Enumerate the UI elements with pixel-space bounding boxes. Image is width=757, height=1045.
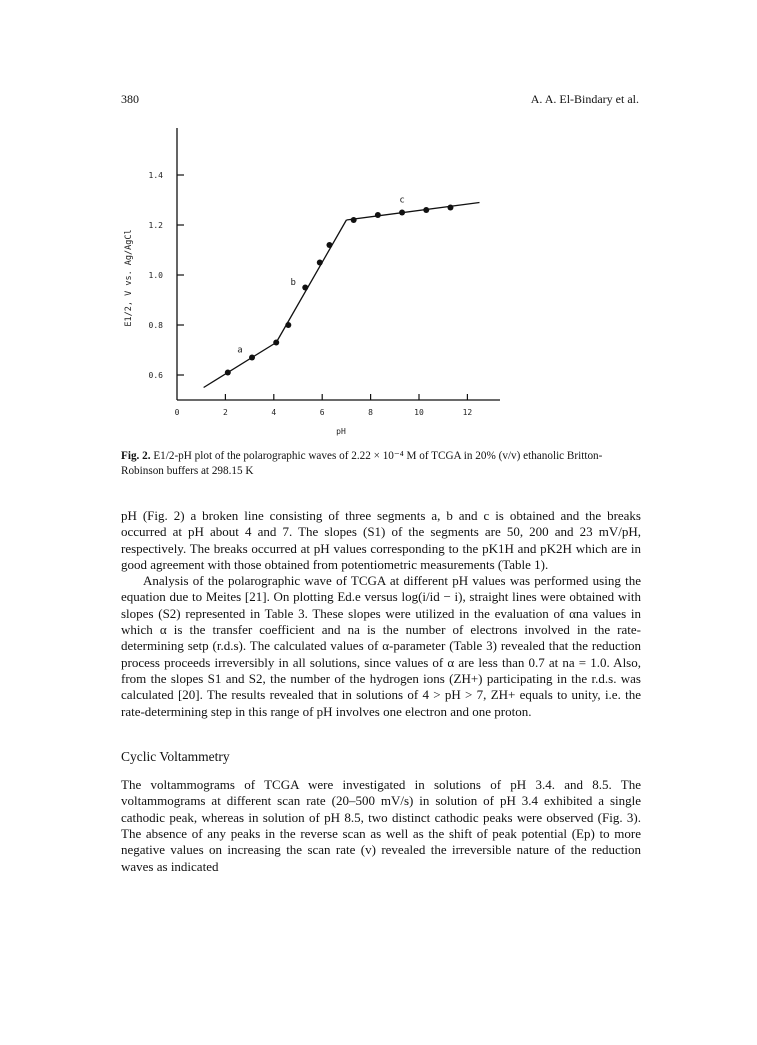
x-tick-label: 8 bbox=[368, 408, 374, 417]
data-point bbox=[302, 285, 308, 291]
x-tick-label: 2 bbox=[222, 408, 228, 417]
data-point bbox=[285, 322, 291, 328]
e-half-ph-chart bbox=[0, 0, 757, 445]
y-axis-label: E1/2, V vs. Ag/AgCl bbox=[124, 229, 134, 327]
data-point bbox=[225, 370, 231, 376]
chart-axes bbox=[149, 128, 500, 417]
paragraph-3: The voltammograms of TCGA were investigated in solutions of pH 3.4. and 8.5. The voltammograms at different scan rate (20–500 mV/s) in solution of pH 3.4 exhibited a single cathodic peak, whereas in solution of pH 8.5, two distinct cathodic peaks were observed (Fig. 3). The absence of any peaks in the reverse scan as well as the shift of peak potential (Ep) to more negative values on increasing the scan rate (v) revealed the irreversible nature of the reduction waves as indicated bbox=[121, 777, 641, 874]
y-tick-label: 1.0 bbox=[148, 271, 163, 280]
x-tick-label: 12 bbox=[462, 408, 473, 417]
y-tick-label: 1.2 bbox=[148, 221, 163, 230]
body-text bbox=[121, 508, 641, 875]
caption-label: Fig. 2. bbox=[121, 450, 151, 462]
caption-text: E1/2-pH plot of the polarographic waves of 2.22 × 10⁻⁴ M of TCGA in 20% (v/v) ethanolic Britton-Robinson buffers at 298.15 K bbox=[121, 450, 603, 477]
data-point bbox=[326, 242, 332, 248]
data-point bbox=[317, 260, 323, 266]
data-point bbox=[351, 217, 357, 223]
y-tick-label: 0.8 bbox=[148, 321, 163, 330]
data-point bbox=[273, 340, 279, 346]
chart-labels bbox=[237, 196, 405, 356]
y-tick-label: 0.6 bbox=[148, 371, 163, 380]
figure-caption bbox=[121, 449, 641, 478]
x-tick-label: 6 bbox=[319, 408, 325, 417]
data-point bbox=[249, 355, 255, 361]
data-point bbox=[399, 210, 405, 216]
paragraph-1: pH (Fig. 2) a broken line consisting of three segments a, b and c is obtained and the breaks occurred at pH about 4 and 7. The slopes (S1) of the segments are 50, 200 and 23 mV/pH, respectively. The breaks occurred at pH values corresponding to the pK1H and pK2H which are in good agreement with those obtained from potentiometric measurements (Table 1). bbox=[121, 508, 641, 572]
fit-line-c bbox=[346, 203, 479, 221]
data-point bbox=[375, 212, 381, 218]
paragraph-2: Analysis of the polarographic wave of TCGA at different pH values was performed using the equation due to Meites [21]. On plotting Ed.e versus log(i/id − i), straight lines were obtained with slopes (S2) represented in Table 3. These slopes were utilized in the evaluation of αna values in which α is the transfer coefficient and na is the number of electrons involved in the rate-determining setp (r.d.s). The calculated values of α-parameter (Table 3) revealed that the reduction process proceeds irreversibly in all solutions, since values of α are less than 0.7 at na = 1.0. Also, from the slopes S1 and S2, the number of the hydrogen ions (ZH+) participating in the r.d.s. was calculated [20]. The results revealed that in solutions of 4 > pH > 7, ZH+ equals to unity, i.e. the rate-determining step in this range of pH involves one electron and one proton. bbox=[121, 573, 641, 719]
x-tick-label: 4 bbox=[271, 408, 277, 417]
chart-fit-lines bbox=[204, 203, 480, 388]
x-tick-label: 0 bbox=[174, 408, 180, 417]
y-tick-label: 1.4 bbox=[148, 171, 163, 180]
x-tick-label: 10 bbox=[414, 408, 424, 417]
x-axis-label: pH bbox=[336, 427, 346, 436]
running-head: A. A. El-Bindary et al. bbox=[530, 92, 639, 106]
segment-label-b: b bbox=[290, 278, 296, 288]
segment-label-c: c bbox=[399, 195, 405, 206]
page-number: 380 bbox=[121, 92, 139, 106]
section-heading: Cyclic Voltammetry bbox=[121, 748, 230, 764]
chart-points bbox=[225, 205, 454, 376]
segment-label-a: a bbox=[237, 345, 243, 356]
data-point bbox=[423, 207, 429, 213]
data-point bbox=[447, 205, 453, 211]
